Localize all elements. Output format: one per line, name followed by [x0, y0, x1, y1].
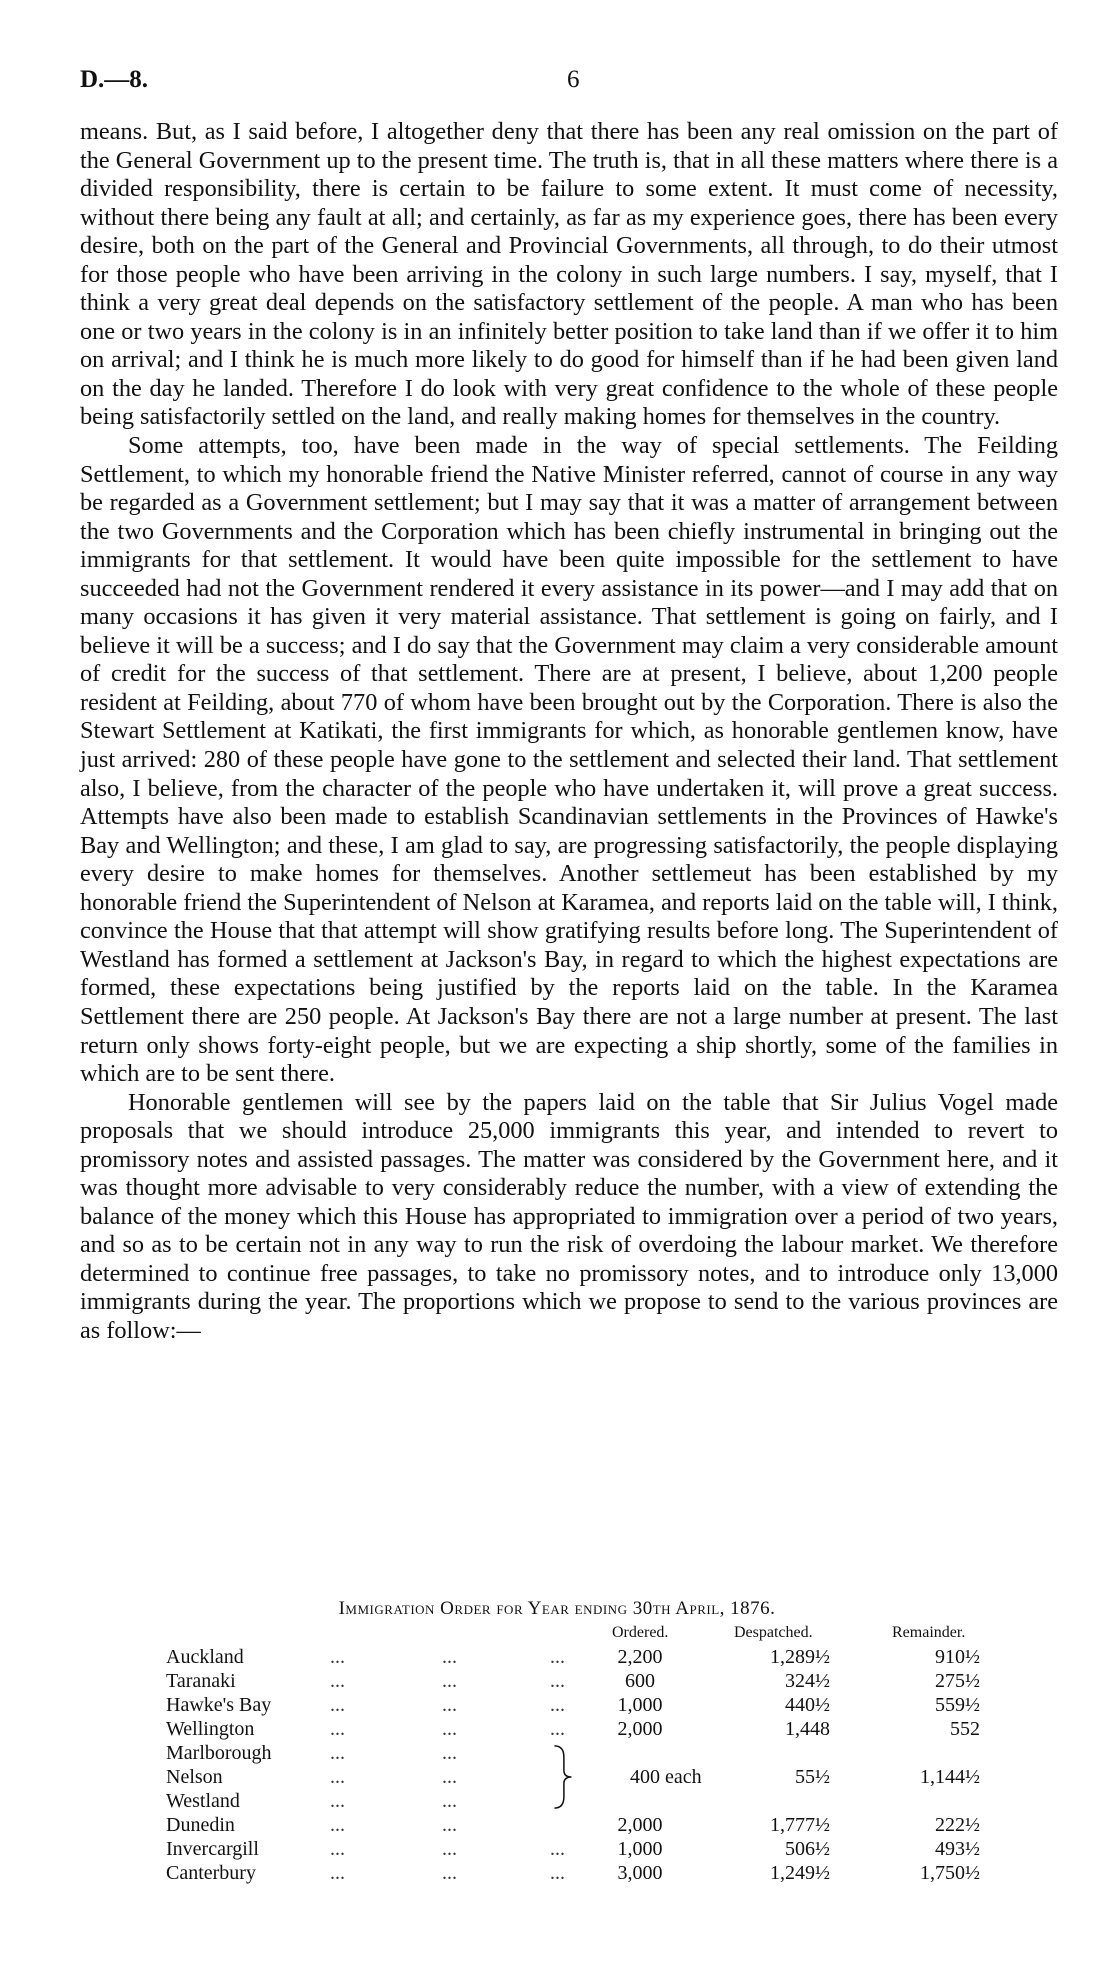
- province-name: Marlborough: [166, 1742, 272, 1764]
- province-name: Canterbury: [166, 1862, 256, 1884]
- column-header-remainder: Remainder.: [892, 1624, 966, 1641]
- table-row: [0, 1718, 1114, 1742]
- ordered-value: 2,200: [617, 1646, 663, 1668]
- ordered-value: 2,000: [617, 1718, 663, 1740]
- paragraph: Some attempts, too, have been made in the way of special settlements. The Feilding Settlement, to which my honorable friend the Native Minister referred, cannot of course in any way be regarded as a Government settlement; but I may say that it was a matter of arrangement between the two Governments and the Corporation which has been chiefly instrumental in bringing out the immigrants for that settlement. It would have been quite impossible for the settlement to have succeeded had not the Government rendered it every assistance in its power—and I may add that on many occasions it has given it very material assistance. That settlement is going on fairly, and I believe it will be a success; and I do say that the Government may claim a very considerable amount of credit for the success of that settlement. There are at present, I believe, about 1,200 people resident at Feilding, about 770 of whom have been brought out by the Corporation. There is also the Stewart Settlement at Katikati, the first immigrants for which, as honorable gentlemen know, have just arrived: 280 of these people have gone to the settlement and selected their land. That settlement also, I believe, from the character of the people who have undertaken it, will prove a great success. Attempts have also been made to establish Scandinavian settlements in the Provinces of Hawke's Bay and Wellington; and these, I am glad to say, are progressing satisfactorily, the people displaying every desire to make homes for themselves. Another settlemeut has been established by my honorable friend the Superintendent of Nelson at Karamea, and reports laid on the table will, I think, convince the House that that attempt will show gratifying results before long. The Superintendent of Westland has formed a settlement at Jackson's Bay, in regard to which the highest expectations are formed, these expectations being justified by the reports laid on the table. In the Karamea Settlement there are 250 people. At Jackson's Bay there are not a large number at present. The last return only shows forty-eight people, but we are expecting a ship shortly, some of the families in which are to be sent there.: [80, 432, 1058, 1088]
- dot-leader: ...: [442, 1766, 457, 1788]
- ordered-value: 3,000: [617, 1862, 663, 1884]
- remainder-value: 493½: [935, 1838, 980, 1860]
- dot-leader: ...: [330, 1862, 345, 1884]
- province-name: Taranaki: [166, 1670, 236, 1692]
- remainder-value: 552: [950, 1718, 980, 1740]
- remainder-value: 275½: [935, 1670, 980, 1692]
- column-header-ordered: Ordered.: [612, 1624, 669, 1641]
- dot-leader: ...: [330, 1838, 345, 1860]
- dot-leader: ...: [442, 1838, 457, 1860]
- dot-leader: ...: [550, 1718, 565, 1740]
- group-remainder-value: 1,144½: [920, 1766, 980, 1788]
- remainder-value: 559½: [935, 1694, 980, 1716]
- remainder-value: 910½: [935, 1646, 980, 1668]
- page-header: [80, 66, 1060, 96]
- table-title: Immigration Order for Year ending 30th April, 1876.: [338, 1598, 776, 1619]
- group-despatched-value: 55½: [795, 1766, 830, 1788]
- ordered-value: 1,000: [617, 1838, 663, 1860]
- despatched-value: 1,777½: [770, 1814, 830, 1836]
- remainder-value: 1,750½: [920, 1862, 980, 1884]
- paragraph: Honorable gentlemen will see by the papers laid on the table that Sir Julius Vogel made proposals that we should introduce 25,000 immigrants this year, and intended to revert to promissory notes and assisted passages. The matter was considered by the Government here, and it was thought more advisable to very considerably reduce the number, with a view of extending the balance of the money which this House has appropriated to immigration over a period of two years, and so as to be certain not in any way to run the risk of overdoing the labour market. We therefore determined to continue free passages, to take no promissory notes, and to introduce only 13,000 immigrants during the year. The proportions which we propose to send to the various provinces are as follow:—: [80, 1088, 1058, 1344]
- province-name: Invercargill: [166, 1838, 259, 1860]
- despatched-value: 324½: [785, 1670, 830, 1692]
- table-row: [0, 1838, 1114, 1862]
- table-row: [0, 1814, 1114, 1838]
- page-number: 6: [567, 66, 580, 93]
- dot-leader: ...: [442, 1790, 457, 1812]
- body-text: [80, 118, 1058, 1346]
- province-name: Dunedin: [166, 1814, 235, 1836]
- dot-leader: ...: [330, 1742, 345, 1764]
- table-row: [0, 1670, 1114, 1694]
- dot-leader: ...: [330, 1646, 345, 1668]
- despatched-value: 506½: [785, 1838, 830, 1860]
- dot-leader: ...: [330, 1718, 345, 1740]
- ordered-value: 1,000: [617, 1694, 663, 1716]
- province-name: Nelson: [166, 1766, 223, 1788]
- ordered-value: 2,000: [617, 1814, 663, 1836]
- dot-leader: ...: [330, 1670, 345, 1692]
- dot-leader: ...: [330, 1814, 345, 1836]
- dot-leader: ...: [550, 1862, 565, 1884]
- dot-leader: ...: [550, 1694, 565, 1716]
- despatched-value: 1,249½: [770, 1862, 830, 1884]
- province-name: Westland: [166, 1790, 240, 1812]
- document-id: D.—8.: [80, 66, 149, 93]
- dot-leader: ...: [442, 1742, 457, 1764]
- dot-leader: ...: [442, 1718, 457, 1740]
- ordered-value: 600: [625, 1670, 655, 1692]
- dot-leader: ...: [330, 1766, 345, 1788]
- province-name: Wellington: [166, 1718, 255, 1740]
- dot-leader: ...: [550, 1838, 565, 1860]
- table-row: [0, 1646, 1114, 1670]
- paragraph: means. But, as I said before, I altogether deny that there has been any real omission on the part of the General Government up to the present time. The truth is, that in all these matters where there is a divided responsibility, there is certain to be failure to some extent. It must come of necessity, without there being any fault at all; and certainly, as far as my experience goes, there has been every desire, both on the part of the General and Provincial Governments, all through, to do their utmost for those people who have been arriving in the colony in such large numbers. I say, myself, that I think a very great deal depends on the satisfactory settlement of the people. A man who has been one or two years in the colony is in an infinitely better position to take land than if we offer it to him on arrival; and I think he is much more likely to do good for himself than if he had been given land on the day he landed. Therefore I do look with very great confidence to the whole of these people being satisfactorily settled on the land, and really making homes for themselves in the country.: [80, 118, 1058, 431]
- group-brace: [550, 1744, 574, 1810]
- dot-leader: ...: [442, 1814, 457, 1836]
- dot-leader: ...: [330, 1694, 345, 1716]
- despatched-value: 440½: [785, 1694, 830, 1716]
- dot-leader: ...: [550, 1670, 565, 1692]
- despatched-value: 1,289½: [770, 1646, 830, 1668]
- table-row: [0, 1862, 1114, 1886]
- group-ordered-value: 400 each: [630, 1766, 702, 1788]
- despatched-value: 1,448: [785, 1718, 830, 1740]
- province-name: Hawke's Bay: [166, 1694, 272, 1716]
- dot-leader: ...: [442, 1694, 457, 1716]
- dot-leader: ...: [442, 1646, 457, 1668]
- dot-leader: ...: [442, 1862, 457, 1884]
- table-row: [0, 1694, 1114, 1718]
- dot-leader: ...: [442, 1670, 457, 1692]
- province-name: Auckland: [166, 1646, 244, 1668]
- remainder-value: 222½: [935, 1814, 980, 1836]
- dot-leader: ...: [330, 1790, 345, 1812]
- dot-leader: ...: [550, 1646, 565, 1668]
- column-header-despatched: Despatched.: [734, 1624, 813, 1641]
